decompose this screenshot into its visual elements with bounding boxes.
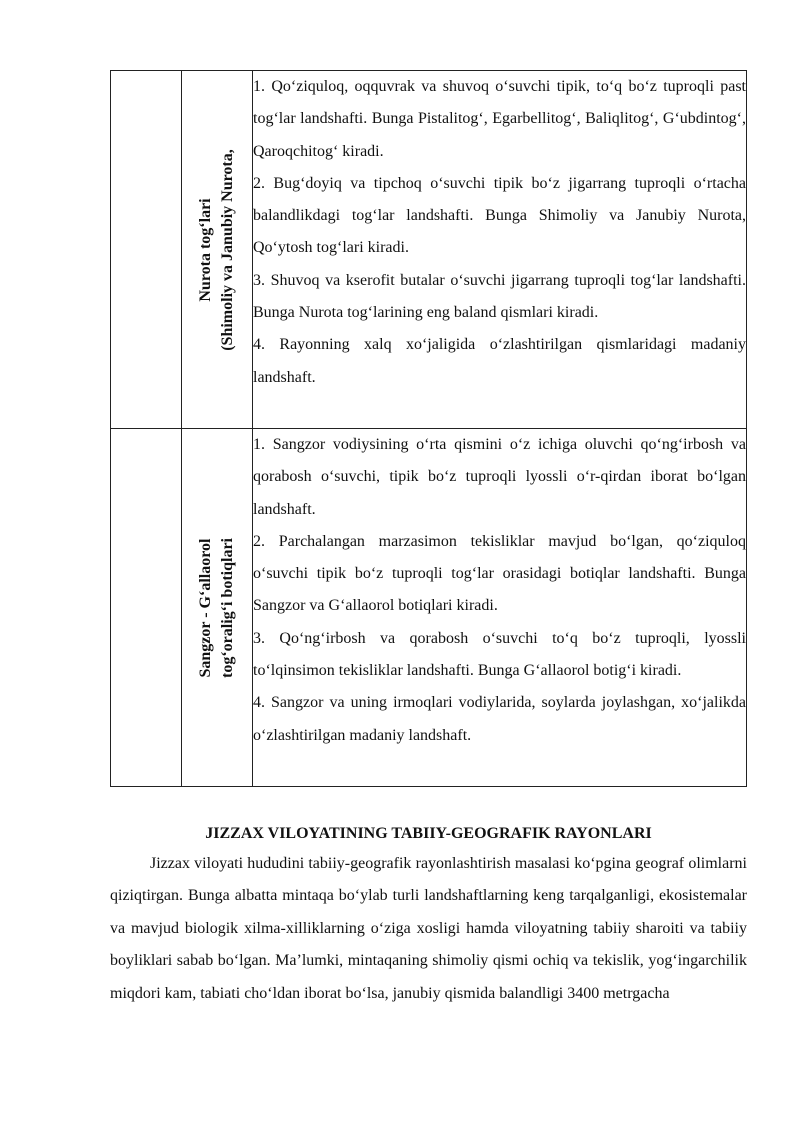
landscape-item: 2. Parchalangan marzasimon tekisliklar mavjud bo‘lgan, qo‘ziquloq o‘suvchi tipik bo‘z tuproqli tog‘lar orasidagi botiqlar landshafti. Bunga Sangzor va G‘allaorol botiqlari kiradi. [253,532,746,615]
region-label [195,149,239,351]
region-subname: (Shimoliy va Janubiy Nurota, [219,148,236,351]
table-cell-blank [111,71,182,429]
table-row [111,429,747,787]
region-cell [182,429,253,787]
region-name: Nurota tog‘lari [197,197,214,302]
landscape-item: 2. Bug‘doyiq va tipchoq o‘suvchi tipik bo‘z jigarrang tuproqli o‘rtacha balandlikdagi tog‘lar landshafti. Bunga Shimoliy va Janubiy Nurota, Qo‘ytosh tog‘lari kiradi. [253,174,746,257]
description-cell [253,71,747,429]
table-cell-blank [111,429,182,787]
description-cell [253,429,747,787]
landscape-item: 1. Qo‘ziquloq, oqquvrak va shuvoq o‘suvchi tipik, to‘q bo‘z tuproqli past tog‘lar landshafti. Bunga Pistalitog‘, Egarbellitog‘, Baliqlitog‘, G‘ubdintog‘, Qaroqchitog‘ kiradi. [253,78,746,160]
table-row [111,71,747,429]
region-subname: tog‘oralig‘i botiqlari [219,537,236,678]
region-label [195,538,239,678]
region-cell [182,71,253,429]
landscape-item: 4. Sangzor va uning irmoqlari vodiylarida, soylarda joylashgan, xo‘jalikda o‘zlashtirilgan madaniy landshaft. [253,694,746,744]
landscape-item: 1. Sangzor vodiysining o‘rta qismini o‘z ichiga oluvchi qo‘ng‘irbosh va qorabosh o‘suvchi, tipik bo‘z tuproqli lyossli o‘r-qirdan iborat bo‘lgan landshaft. [253,436,746,518]
section-title: JIZZAX VILOYATINING TABIIY-GEOGRAFIK RAYONLARI [205,825,652,842]
landscape-table [110,70,747,787]
landscape-item: 4. Rayonning xalq xo‘jaligida o‘zlashtirilgan qismlaridagi madaniy landshaft. [253,336,746,386]
landscape-item: 3. Shuvoq va kserofit butalar o‘suvchi jigarrang tuproqli tog‘lar landshafti. Bunga Nurota tog‘larining eng baland qismlari kiradi. [253,271,746,322]
body-paragraph: Jizzax viloyati hududini tabiiy-geografik rayonlashtirish masalasi ko‘pgina geograf olimlarni qiziqtirgan. Bunga albatta mintaqa bo‘ylab turli landshaftlarning keng tarqalganligi, ekosistemalar va mavjud biologik xilma-xilliklarning o‘ziga xosligi hamda viloyatning tabiiy sharoiti va tabiiy boyliklari sabab bo‘lgan. Ma’lumki, mintaqaning shimoliy qismi ochiq va tekislik, yog‘ingarchilik miqdori kam, tabiati cho‘ldan iborat bo‘lsa, janubiy qismida balandligi 3400 metrgacha [110,855,747,1002]
region-name: Sangzor - G‘allaorol [197,538,214,677]
landscape-item: 3. Qo‘ng‘irbosh va qorabosh o‘suvchi to‘q bo‘z tuproqli, lyossli to‘lqinsimon tekisliklar landshafti. Bunga G‘allaorol botig‘i kiradi. [253,629,746,680]
